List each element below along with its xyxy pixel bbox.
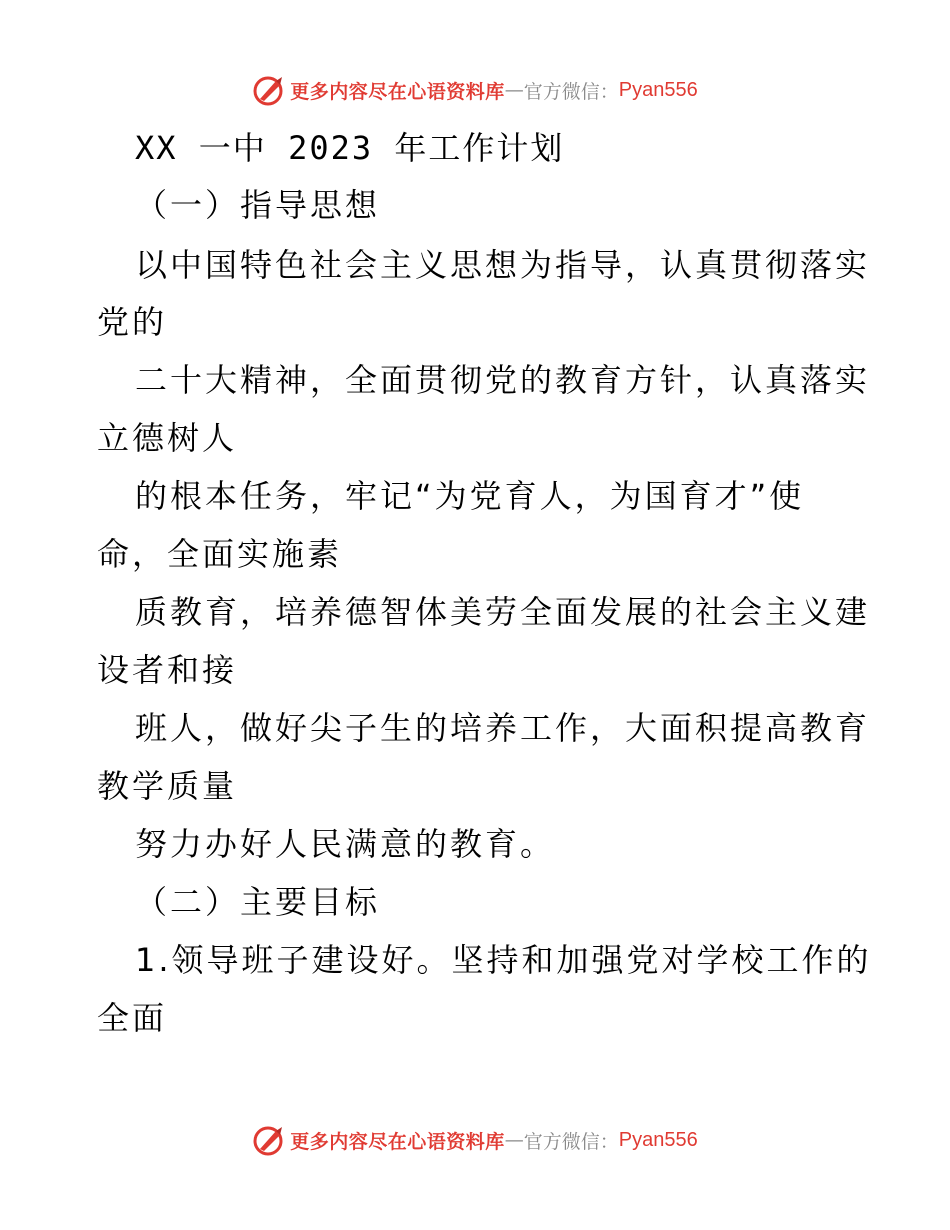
- body-line: 教学质量: [97, 767, 238, 805]
- body-line: 班人，做好尖子生的培养工作，大面积提高教育: [135, 709, 871, 747]
- pen-logo-icon: [252, 73, 286, 107]
- body-line: 努力办好人民满意的教育。: [135, 825, 556, 863]
- watermark-footer: [0, 1120, 950, 1160]
- document-title: XX 一中 2023 年工作计划: [135, 129, 565, 167]
- watermark-account: Pyan556: [618, 1128, 698, 1151]
- watermark-brand: 更多内容尽在心语资料库: [290, 80, 505, 103]
- body-line: 的根本任务，牢记“为党育人，为国育才”使: [135, 477, 805, 515]
- watermark-official: 官方微信：: [523, 1130, 619, 1153]
- body-line: 党的: [97, 303, 168, 341]
- body-line: 全面: [97, 999, 168, 1037]
- watermark-brand: 更多内容尽在心语资料库: [290, 1130, 505, 1153]
- body-line: 二十大精神，全面贯彻党的教育方针，认真落实: [135, 361, 871, 399]
- body-line: 立德树人: [97, 419, 238, 457]
- body-line: 质教育，培养德智体美劳全面发展的社会主义建: [135, 593, 871, 631]
- watermark-dash: —: [504, 1129, 524, 1151]
- body-line: 命，全面实施素: [97, 535, 343, 573]
- watermark-official: 官方微信：: [523, 80, 619, 103]
- watermark-header: [0, 70, 950, 110]
- body-line: 以中国特色社会主义思想为指导，认真贯彻落实: [135, 246, 871, 284]
- body-line: 设者和接: [97, 651, 238, 689]
- section-heading-2: （二）主要目标: [135, 883, 381, 921]
- watermark-dash: —: [504, 79, 524, 101]
- section-heading-1: （一）指导思想: [135, 186, 381, 224]
- pen-logo-icon: [252, 1123, 286, 1157]
- watermark-account: Pyan556: [618, 78, 698, 101]
- body-line: 1.领导班子建设好。坚持和加强党对学校工作的: [135, 941, 872, 979]
